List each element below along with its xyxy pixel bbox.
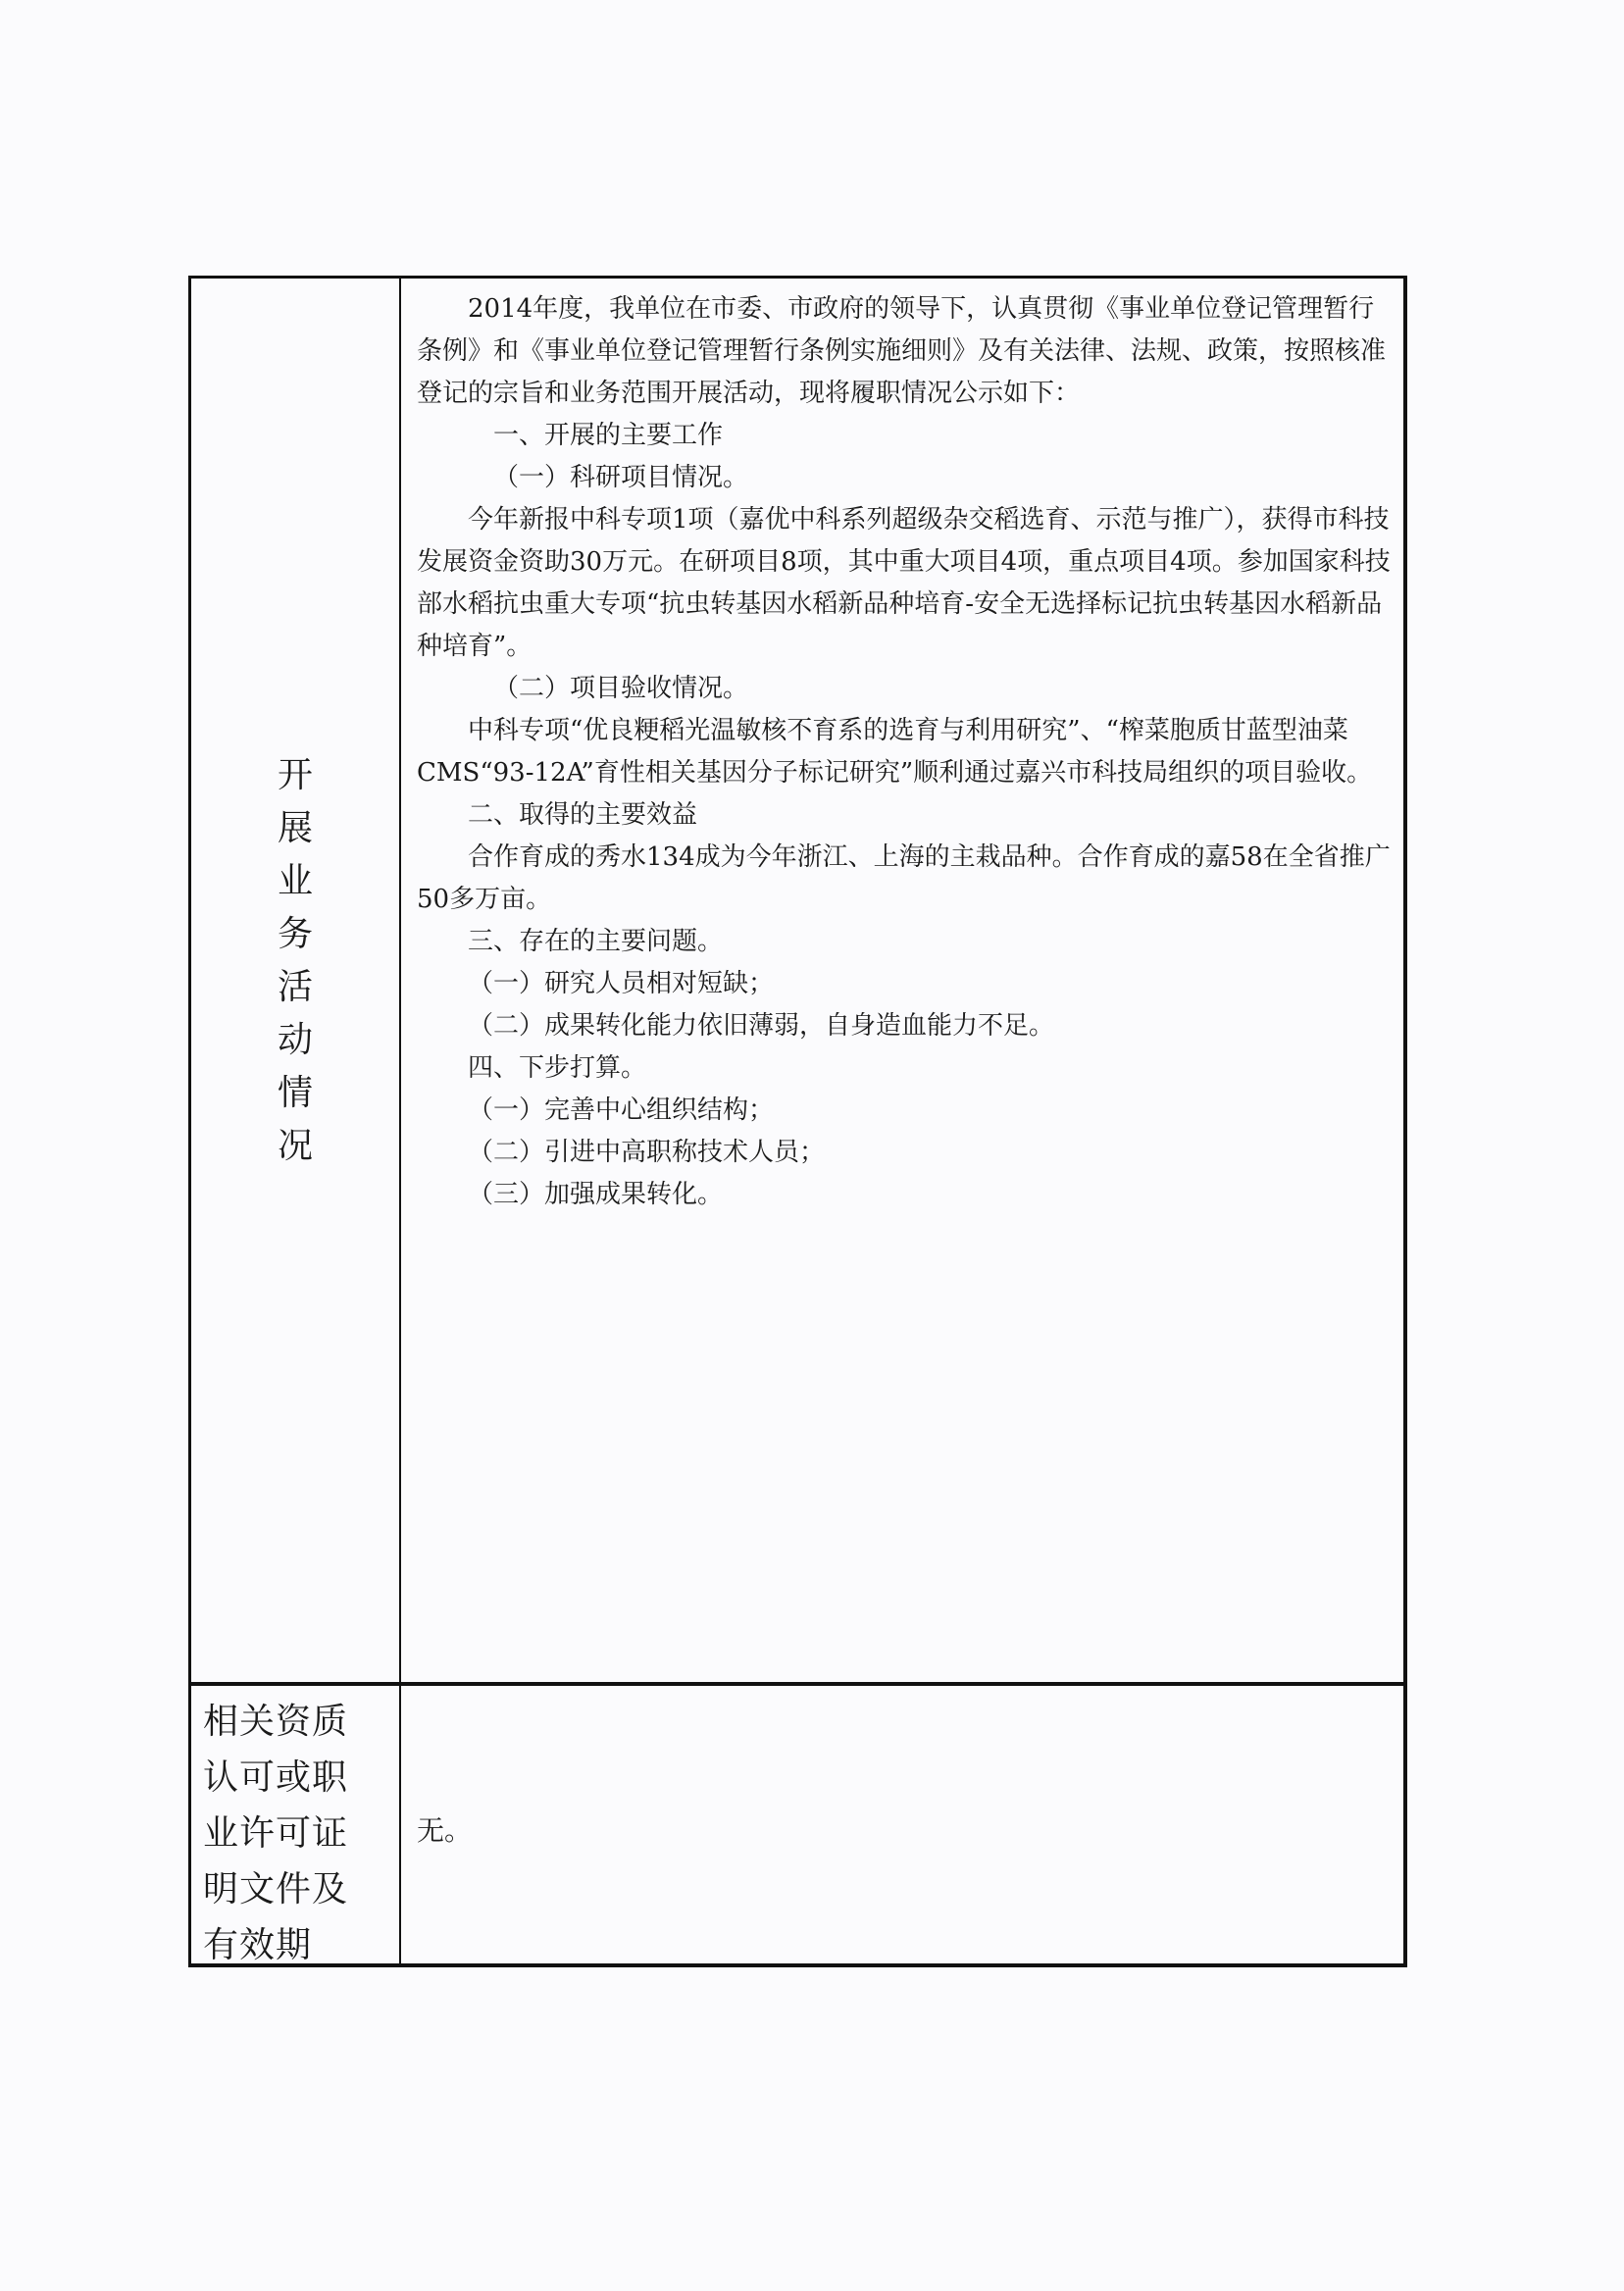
paragraph: （三）加强成果转化。 (468, 1180, 724, 1209)
label-line: 相关资质 (203, 1702, 349, 1742)
label-line: 有效期 (203, 1925, 313, 1965)
label-char: 务 (277, 914, 313, 954)
paragraph: （一）完善中心组织结构； (468, 1095, 775, 1125)
paragraph: （一）研究人员相对短缺； (468, 969, 775, 998)
licenses-label-cell (191, 1682, 401, 1963)
activities-content-cell (401, 279, 1403, 1682)
licenses-value: 无。 (417, 1814, 473, 1847)
paragraph: 中科专项“优良粳稻光温敏核不育系的选育与利用研究”、“榨菜胞质甘蓝型油菜CMS“93-12A”育性相关基因分子标记研究”顺利通过嘉兴市科技局组织的项目验收。 (417, 716, 1373, 788)
label-line: 认可或职 (203, 1757, 349, 1798)
activities-text (401, 279, 1403, 1216)
paragraph: 今年新报中科专项1项（嘉优中科系列超级杂交稻选育、示范与推广），获得市科技发展资金资助30万元。在研项目8项，其中重大项目4项，重点项目4项。参加国家科技部水稻抗虫重大专项“抗虫转基因水稻新品种培育-安全无选择标记抗虫转基因水稻新品种培育”。 (417, 505, 1391, 661)
label-line: 业许可证 (203, 1813, 349, 1854)
paragraph: （二）项目验收情况。 (493, 674, 749, 703)
label-char: 情 (277, 1073, 313, 1113)
paragraph: 三、存在的主要问题。 (468, 927, 724, 956)
paragraph: 四、下步打算。 (468, 1053, 647, 1083)
activities-label-cell (191, 279, 401, 1682)
label-char: 活 (277, 967, 313, 1007)
paragraph: 一、开展的主要工作 (493, 421, 724, 450)
label-char: 况 (277, 1126, 313, 1166)
label-char: 业 (277, 861, 313, 901)
label-char: 动 (277, 1020, 313, 1060)
report-table (188, 276, 1407, 1967)
paragraph: （一）科研项目情况。 (493, 463, 749, 492)
licenses-label (203, 1694, 389, 1973)
activities-label (191, 749, 399, 1173)
paragraph: 合作育成的秀水134成为今年浙江、上海的主栽品种。合作育成的嘉58在全省推广50多万亩。 (417, 842, 1391, 914)
licenses-row (191, 1682, 1403, 1963)
label-line: 明文件及 (203, 1869, 349, 1909)
label-char: 展 (277, 808, 313, 848)
licenses-content-cell (401, 1682, 1403, 1963)
paragraph: （二）成果转化能力依旧薄弱，自身造血能力不足。 (468, 1011, 1055, 1041)
activities-row (191, 279, 1403, 1686)
paragraph: 2014年度，我单位在市委、市政府的领导下，认真贯彻《事业单位登记管理暂行条例》和《事业单位登记管理暂行条例实施细则》及有关法律、法规、政策，按照核准登记的宗旨和业务范围开展活动，现将履职情况公示如下： (417, 294, 1387, 408)
paragraph: （二）引进中高职称技术人员； (468, 1138, 826, 1167)
label-char: 开 (277, 755, 313, 795)
paragraph: 二、取得的主要效益 (468, 800, 698, 830)
